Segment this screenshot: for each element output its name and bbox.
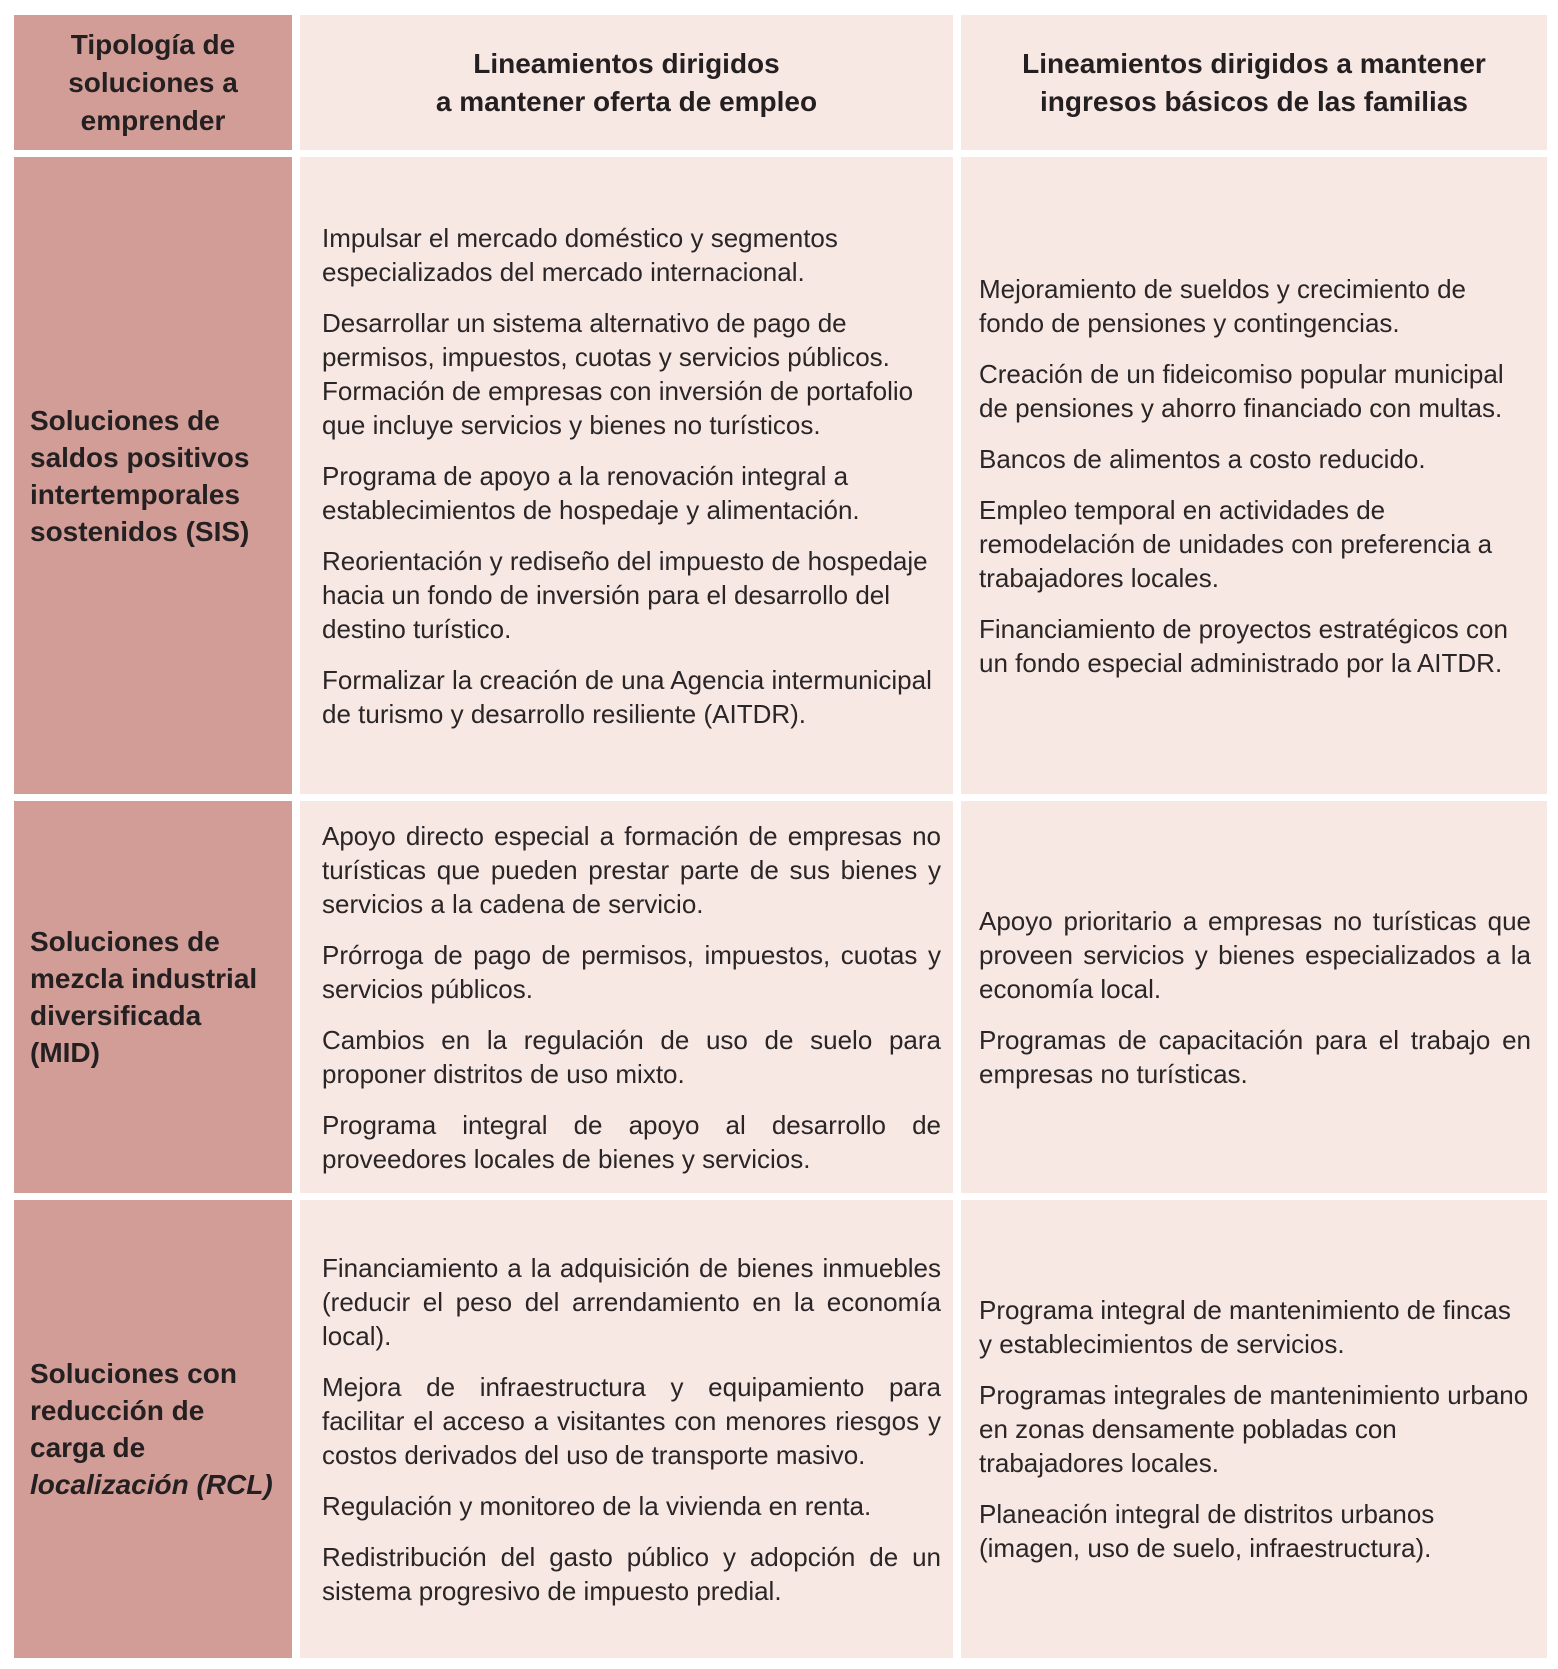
policy-paragraph: Programa integral de apoyo al desarrollo de proveedores locales de bienes y servicios. — [322, 1109, 941, 1174]
rcl-empleo-cell — [300, 1200, 953, 1658]
policy-paragraph: Creación de un fideicomiso popular municipal de pensiones y ahorro financiado con multas. — [979, 358, 1504, 423]
header-ingresos — [961, 15, 1547, 150]
header-empleo-label: Lineamientos dirigidos a mantener oferta de empleo — [435, 47, 818, 117]
policy-paragraph: Apoyo prioritario a empresas no turísticas que proveen servicios y bienes especializados a la economía local. — [979, 905, 1531, 1004]
mid-empleo-cell — [300, 801, 953, 1193]
policy-paragraph: Financiamiento de proyectos estratégicos con un fondo especial administrado por la AITDR. — [979, 613, 1508, 678]
row-label-sis — [14, 157, 292, 794]
policy-paragraph: Mejora de infraestructura y equipamiento para facilitar el acceso a visitantes con menores riesgos y costos derivados del uso de transporte masivo. — [322, 1371, 941, 1470]
row-label-rcl — [14, 1200, 292, 1658]
policy-paragraph: Empleo temporal en actividades de remodelación de unidades con preferencia a trabajadores locales. — [979, 494, 1493, 593]
policy-paragraph: Programas integrales de mantenimiento urbano en zonas densamente pobladas con trabajadores locales. — [979, 1380, 1529, 1478]
header-ingresos-label: Lineamientos dirigidos a mantener ingresos básicos de las familias — [1022, 47, 1486, 117]
policy-paragraph: Planeación integral de distritos urbanos (imagen, uso de suelo, infraestructura). — [979, 1499, 1435, 1563]
rcl-ingresos-cell — [961, 1200, 1547, 1658]
policy-paragraph: Redistribución del gasto público y adopción de un sistema progresivo de impuesto predial. — [322, 1541, 941, 1606]
row-label-rcl-text: Soluciones con reducción de carga de localización (RCL) — [30, 1358, 273, 1500]
policy-paragraph: Cambios en la regulación de uso de suelo para proponer distritos de uso mixto. — [322, 1024, 941, 1089]
sis-empleo-cell — [300, 157, 953, 794]
mid-ingresos-cell — [961, 801, 1547, 1193]
policy-paragraph: Programa de apoyo a la renovación integral a establecimientos de hospedaje y alimentación. — [322, 460, 860, 525]
header-typology-label: Tipología de soluciones a emprender — [68, 28, 238, 136]
header-empleo — [300, 15, 953, 150]
policy-paragraph: Formalizar la creación de una Agencia intermunicipal de turismo y desarrollo resiliente (AITDR). — [322, 664, 932, 729]
policy-paragraph: Mejoramiento de sueldos y crecimiento de fondo de pensiones y contingencias. — [979, 273, 1467, 338]
sis-ingresos-cell — [961, 157, 1547, 794]
policy-paragraph: Apoyo directo especial a formación de empresas no turísticas que pueden prestar parte de sus bienes y servicios a la cadena de servicio. — [322, 820, 941, 919]
policy-paragraph: Desarrollar un sistema alternativo de pago de permisos, impuestos, cuotas y servicios públicos. Formación de empresas con inversión de portafolio que incluye servicios y bienes no turísticos. — [322, 307, 914, 440]
policy-paragraph: Regulación y monitoreo de la vivienda en renta. — [322, 1490, 872, 1521]
policy-paragraph: Programa integral de mantenimiento de fincas y establecimientos de servicios. — [979, 1295, 1511, 1359]
header-typology — [14, 15, 292, 150]
row-label-sis-text: Soluciones de saldos positivos intertemporales sostenidos (SIS) — [30, 404, 250, 547]
policy-paragraph: Programas de capacitación para el trabajo en empresas no turísticas. — [979, 1024, 1531, 1089]
row-label-mid — [14, 801, 292, 1193]
policy-paragraph: Impulsar el mercado doméstico y segmentos especializados del mercado internacional. — [322, 222, 838, 287]
policy-paragraph: Reorientación y rediseño del impuesto de hospedaje hacia un fondo de inversión para el desarrollo del destino turístico. — [322, 545, 928, 644]
policy-paragraph: Bancos de alimentos a costo reducido. — [979, 443, 1426, 474]
policy-paragraph: Prórroga de pago de permisos, impuestos, cuotas y servicios públicos. — [322, 939, 941, 1004]
policy-paragraph: Financiamiento a la adquisición de bienes inmuebles (reducir el peso del arrendamiento en la economía local). — [322, 1252, 941, 1351]
row-label-mid-text: Soluciones de mezcla industrial diversificada (MID) — [30, 926, 258, 1068]
